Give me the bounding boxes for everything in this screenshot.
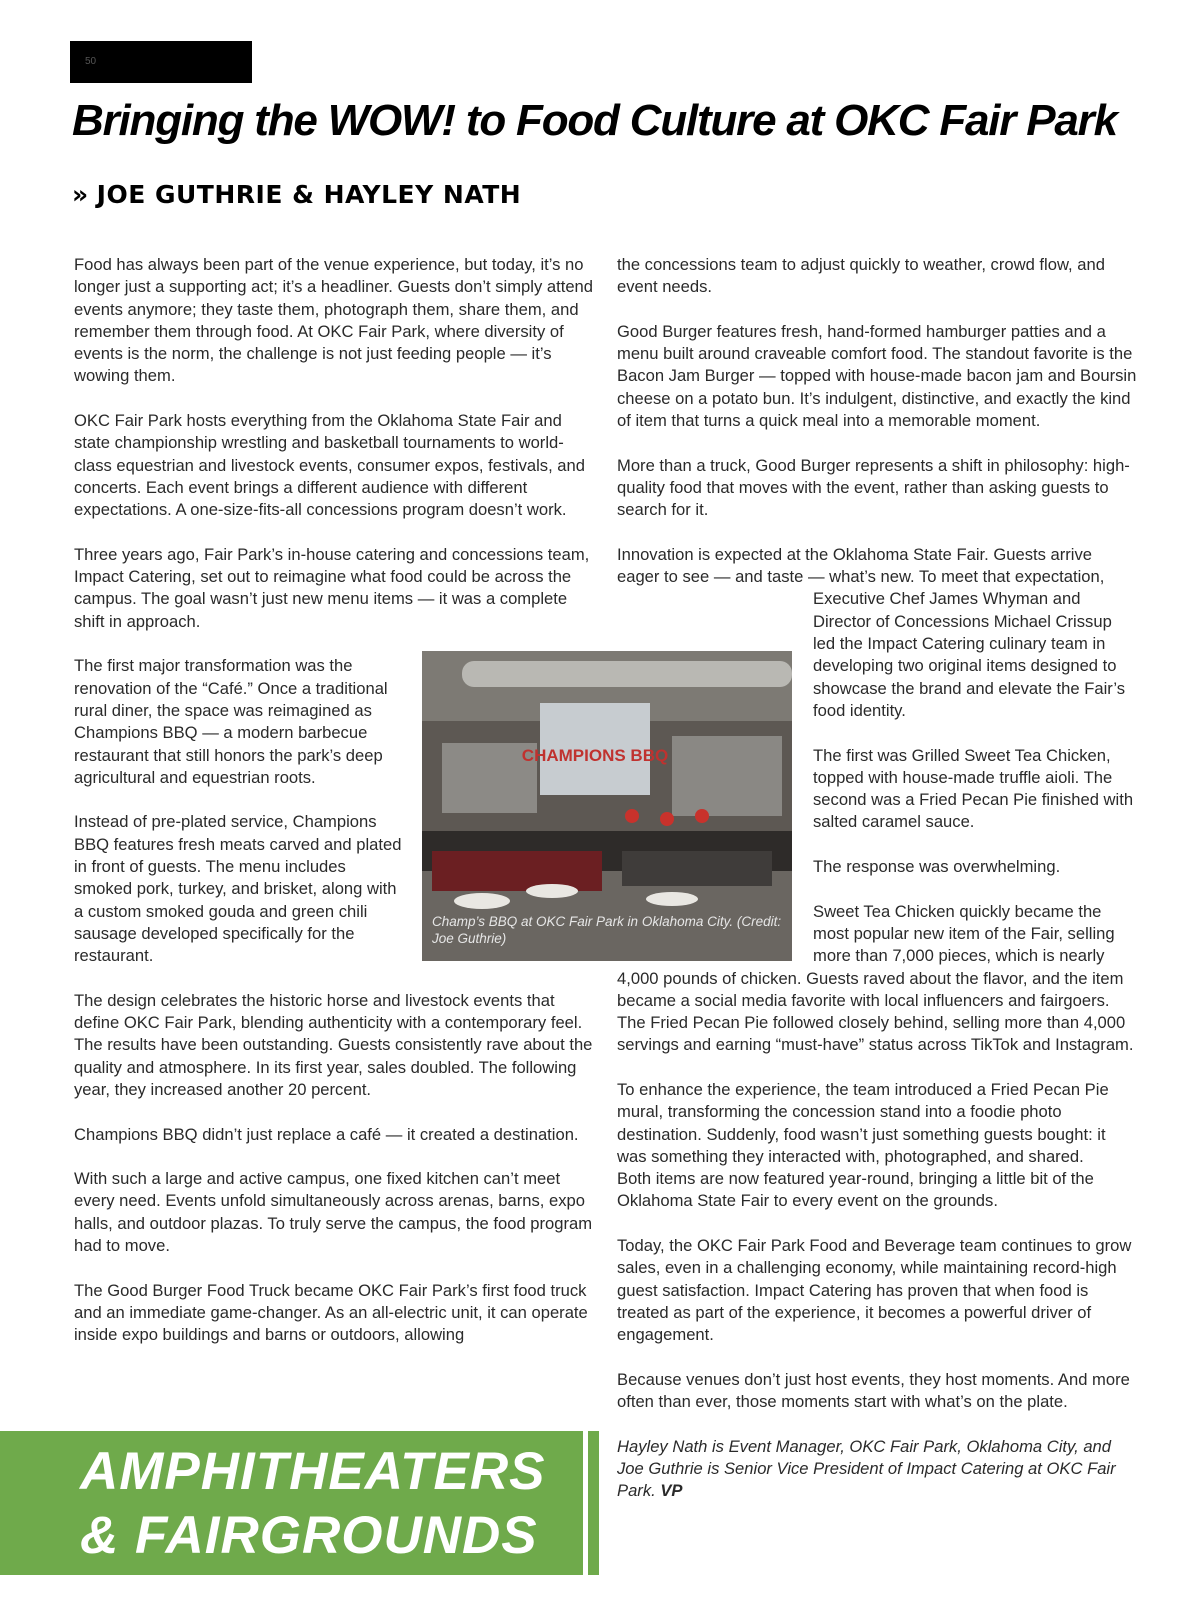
restaurant-sign-text: CHAMPIONS BBQ [521, 746, 669, 765]
paragraph: The first major transformation was the renovation of the “Café.” Once a traditional rural diner, the space was reimagined as Champions BBQ — a modern barbecue restaurant that still honors the park’s deep agricultural and equestrian roots. [74, 656, 388, 787]
paragraph: Good Burger features fresh, hand-formed hamburger patties and a menu built around craveable comfort food. The standout favorite is the Bacon Jam Burger — topped with house-made bacon jam and Boursin cheese on a potato bun. It’s indulgent, distinctive, and exactly the kind of item that turns a quick meal into a memorable moment. [617, 321, 1137, 431]
paragraph: The response was overwhelming. [813, 857, 1061, 877]
article-byline [72, 180, 521, 209]
page-number: 50 [85, 56, 97, 67]
paragraph: Three years ago, Fair Park’s in-house catering and concessions team, Impact Catering, set out to reimagine what food could be across the campus. The goal wasn’t just new menu items — it was a complete shift in approach. [74, 544, 590, 631]
paragraph: Instead of pre-plated service, Champions BBQ features fresh meats carved and plated in front of guests. The menu includes smoked pork, turkey, and brisket, along with a custom smoked gouda and green chili sausage developed specifically for the restaurant. [74, 812, 402, 966]
section-title-line-1: AMPHITHEATERS [80, 1442, 546, 1501]
paragraph: Today, the OKC Fair Park Food and Beverage team continues to grow sales, even in a challenging economy, while maintaining record-high guest satisfaction. Impact Catering has proven that when food is treated as part of the experience, it becomes a powerful driver of engagement. [617, 1236, 1132, 1345]
paragraph: Champions BBQ didn’t just replace a café — it created a destination. [74, 1124, 579, 1144]
paragraph: OKC Fair Park hosts everything from the Oklahoma State Fair and state championship wrestling and basketball tournaments to world-class equestrian and livestock events, consumer expos, festivals, and concerts. Each event brings a different audience with different expectations. A one-size-fits-all concessions program doesn’t work. [74, 411, 585, 520]
paragraph: To enhance the experience, the team introduced a Fried Pecan Pie mural, transforming the concession stand into a foodie photo destination. Suddenly, food wasn’t just something guests bought: it was something they interacted with, photographed, and shared. [617, 1079, 1109, 1166]
chevron-icon: » [72, 180, 89, 209]
article-headline: Bringing the WOW! to Food Culture at OKC Fair Park [72, 96, 1117, 145]
paragraph: The first was Grilled Sweet Tea Chicken, topped with house-made truffle aioli. The second was a Fried Pecan Pie finished with salted caramel sauce. [813, 745, 1134, 832]
paragraph: Food has always been part of the venue experience, but today, it’s no longer just a supporting act; it’s a headliner. Guests don’t simply attend events anymore; they taste them, photograph them, share them, and remember them through food. At OKC Fair Park, where diversity of events is the norm, the challenge is not just feeding people — it’s wowing them. [74, 255, 594, 386]
paragraph: More than a truck, Good Burger represents a shift in philosophy: high-quality food that moves with the event, rather than asking guests to search for it. [617, 455, 1130, 520]
paragraph: Innovation is expected at the Oklahoma State Fair. Guests arrive eager to see — and taste — what’s new. To meet that expectation, [617, 544, 1105, 587]
section-banner [0, 1431, 583, 1575]
paragraph: the concessions team to adjust quickly to weather, crowd flow, and event needs. [617, 255, 1105, 297]
page-number-tab [70, 41, 252, 83]
paragraph: The design celebrates the historic horse and livestock events that define OKC Fair Park, blending authenticity with a contemporary feel. The results have been outstanding. Guests consistently rave about the quality and atmosphere. In its first year, sales doubled. The following year, they increased another 20 percent. [74, 990, 593, 1099]
author-note-text: Hayley Nath is Event Manager, OKC Fair Park, Oklahoma City, and Joe Guthrie is Senior Vice President of Impact Catering at OKC Fair Park. [617, 1436, 1116, 1501]
restaurant-photo [422, 651, 792, 961]
paragraph: 4,000 pounds of chicken. Guests raved about the flavor, and the item became a social media favorite with local influencers and fairgoers. The Fried Pecan Pie followed closely behind, selling more than 4,000 servings and earning “must-have” status across TikTok and Instagram. [617, 968, 1134, 1055]
paragraph: Sweet Tea Chicken quickly became the most popular new item of the Fair, selling more than 7,000 pieces, which is nearly [813, 901, 1115, 966]
end-sign: VP [660, 1481, 683, 1501]
paragraph: Both items are now featured year-round, bringing a little bit of the Oklahoma State Fair to every event on the grounds. [617, 1169, 1094, 1211]
paragraph: Because venues don’t just host events, they host moments. And more often than ever, those moments start with what’s on the plate. [617, 1369, 1130, 1412]
paragraph: With such a large and active campus, one fixed kitchen can’t meet every need. Events unfold simultaneously across arenas, barns, expo halls, and outdoor plazas. To truly serve the campus, the food program had to move. [74, 1169, 593, 1256]
photo-caption: Champ’s BBQ at OKC Fair Park in Oklahoma City. (Credit: Joe Guthrie) [432, 914, 782, 946]
section-title-line-2: & FAIRGROUNDS [80, 1506, 538, 1565]
byline-authors: JOE GUTHRIE & HAYLEY NATH [96, 180, 522, 209]
paragraph: Executive Chef James Whyman and Director of Concessions Michael Crissup led the Impact Catering culinary team in developing two original items designed to showcase the brand and elevate the Fair’s food identity. [813, 589, 1126, 720]
section-divider-bar [588, 1431, 599, 1575]
paragraph: The Good Burger Food Truck became OKC Fair Park’s first food truck and an immediate game-changer. As an all-electric unit, it can operate inside expo buildings and barns or outdoors, allowing [74, 1280, 588, 1345]
author-note [617, 1436, 1137, 1503]
